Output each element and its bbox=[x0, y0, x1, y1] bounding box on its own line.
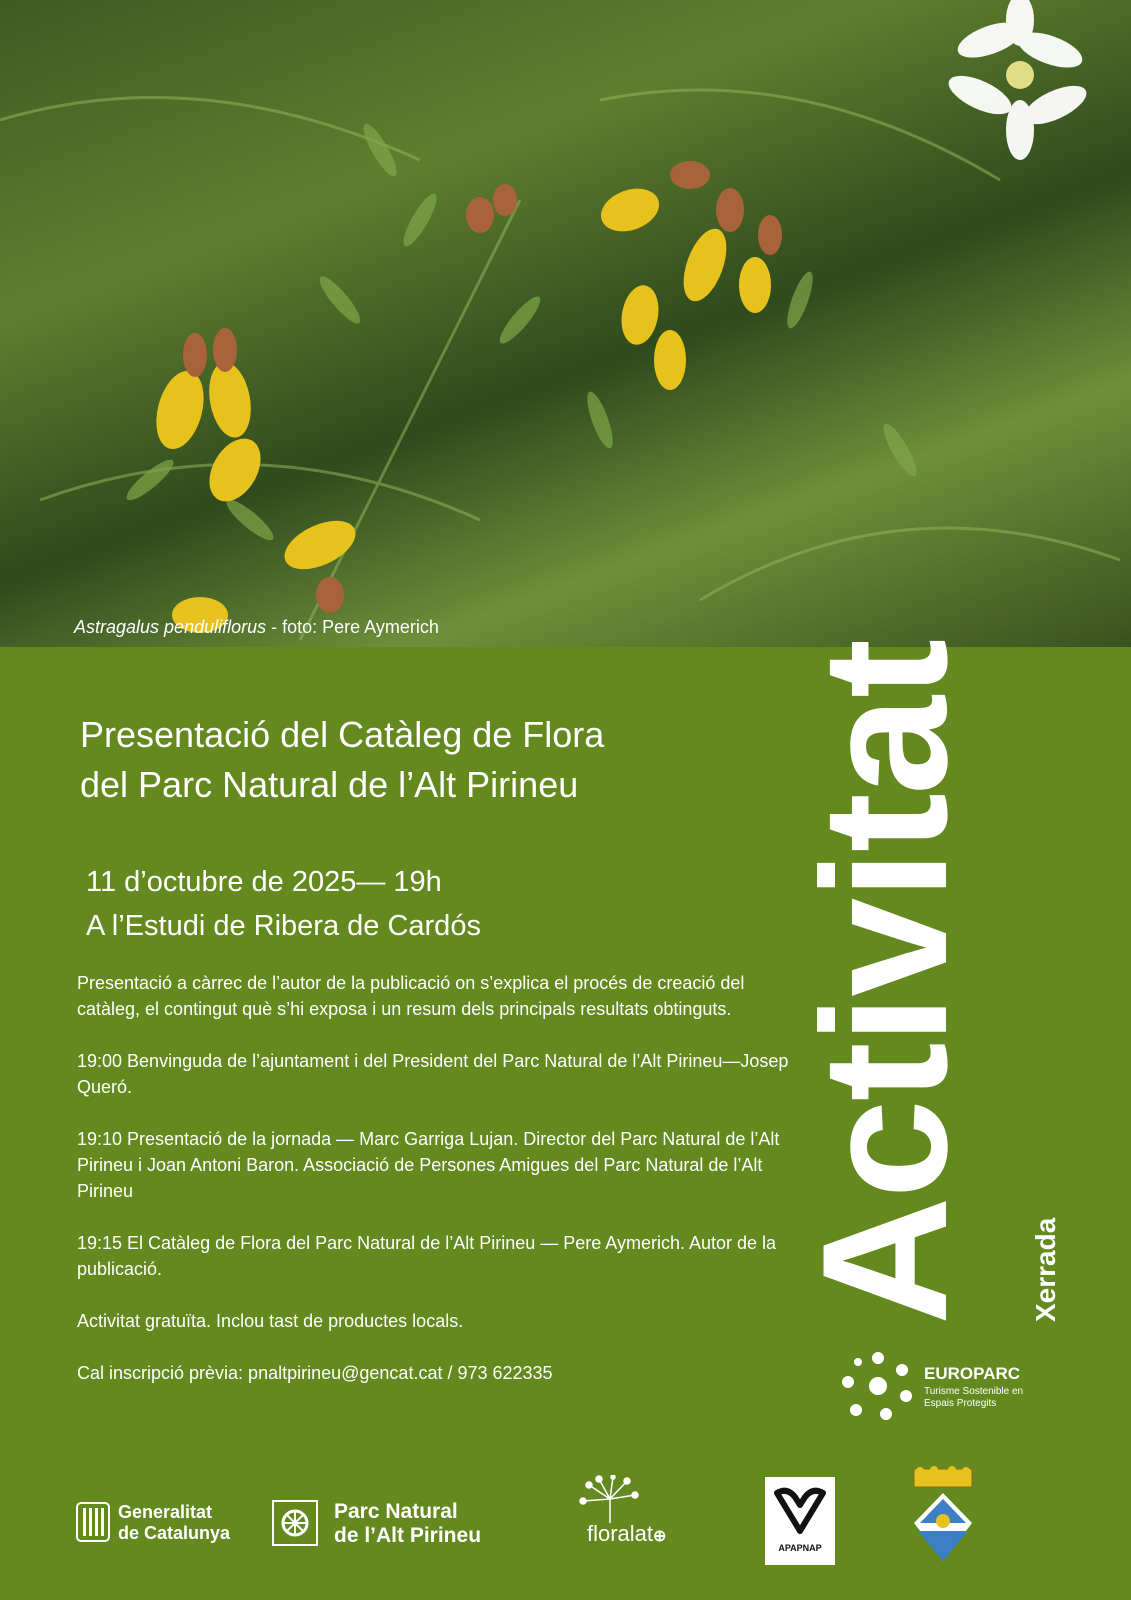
apapnap-label: APAPNAP bbox=[778, 1543, 822, 1553]
europarc-logo bbox=[840, 1350, 1040, 1420]
activity-vertical-title: Activitat bbox=[785, 640, 984, 1325]
dandelion-icon bbox=[575, 1475, 645, 1525]
floralat-label: floralat bbox=[587, 1521, 654, 1546]
apapnap-logo bbox=[765, 1477, 835, 1565]
heart-outline-icon bbox=[765, 1479, 835, 1541]
floralat-logo bbox=[575, 1475, 705, 1555]
parc-natural-emblem-icon bbox=[272, 1500, 318, 1546]
caption-separator: - bbox=[266, 617, 283, 637]
intro-paragraph: Presentació a càrrec de l’autor de la publicació on s’explica el procés de creació del catàleg, el contingut què s’hi exposa i un resum dels principals resultats obtinguts. bbox=[77, 973, 745, 1019]
event-title-line2: del Parc Natural de l’Alt Pirineu bbox=[80, 764, 579, 805]
event-datetime bbox=[86, 860, 786, 948]
generalitat-emblem-icon bbox=[76, 1502, 110, 1542]
generalitat-logo bbox=[76, 1500, 256, 1550]
europarc-tagline: Turisme Sostenible en Espais Protegits bbox=[924, 1386, 1024, 1409]
caption-credit: foto: Pere Aymerich bbox=[282, 617, 439, 637]
floralat-name bbox=[587, 1521, 666, 1547]
municipal-coat-of-arms bbox=[908, 1465, 978, 1565]
photo-caption bbox=[74, 617, 439, 638]
europarc-name: EUROPARC bbox=[924, 1364, 1021, 1383]
parc-natural-line1: Parc Natural bbox=[334, 1500, 458, 1523]
event-date: 11 d’octubre de 2025— 19h bbox=[86, 866, 442, 898]
schedule-item-1900: 19:00 Benvinguda de l’ajuntament i del President del Parc Natural de l’Alt Pirineu—Josep Queró. bbox=[77, 1051, 789, 1097]
parc-natural-line2: de l’Alt Pirineu bbox=[334, 1524, 482, 1547]
schedule-item-1910: 19:10 Presentació de la jornada — Marc Garriga Lujan. Director del Parc Natural de l’Alt Pirineu i Joan Antoni Baron. Associació de Persones Amigues del Parc Natural de l’Alt Pirineu bbox=[77, 1129, 780, 1201]
event-place: A l’Estudi de Ribera de Cardós bbox=[86, 910, 481, 942]
crown-shield-icon bbox=[908, 1465, 978, 1565]
schedule-item-1915: 19:15 El Catàleg de Flora del Parc Natural de l’Alt Pirineu — Pere Aymerich. Autor de la publicació. bbox=[77, 1233, 777, 1279]
parc-natural-logo bbox=[272, 1500, 542, 1550]
event-title-line1: Presentació del Catàleg de Flora bbox=[80, 714, 605, 755]
registration-note: Cal inscripció prèvia: pnaltpirineu@gencat.cat / 973 622335 bbox=[77, 1363, 553, 1383]
activity-type-label: Xerrada bbox=[1030, 1217, 1061, 1322]
free-activity-note: Activitat gratuïta. Inclou tast de productes locals. bbox=[77, 1311, 464, 1331]
event-description bbox=[77, 970, 797, 1412]
generalitat-line2: de Catalunya bbox=[118, 1523, 231, 1543]
generalitat-line1: Generalitat bbox=[118, 1502, 213, 1522]
plus-icon: ⊕ bbox=[653, 1528, 667, 1545]
caption-species: Astragalus penduliflorus bbox=[74, 617, 267, 637]
europarc-burst-icon bbox=[840, 1350, 916, 1420]
event-title bbox=[80, 710, 780, 810]
